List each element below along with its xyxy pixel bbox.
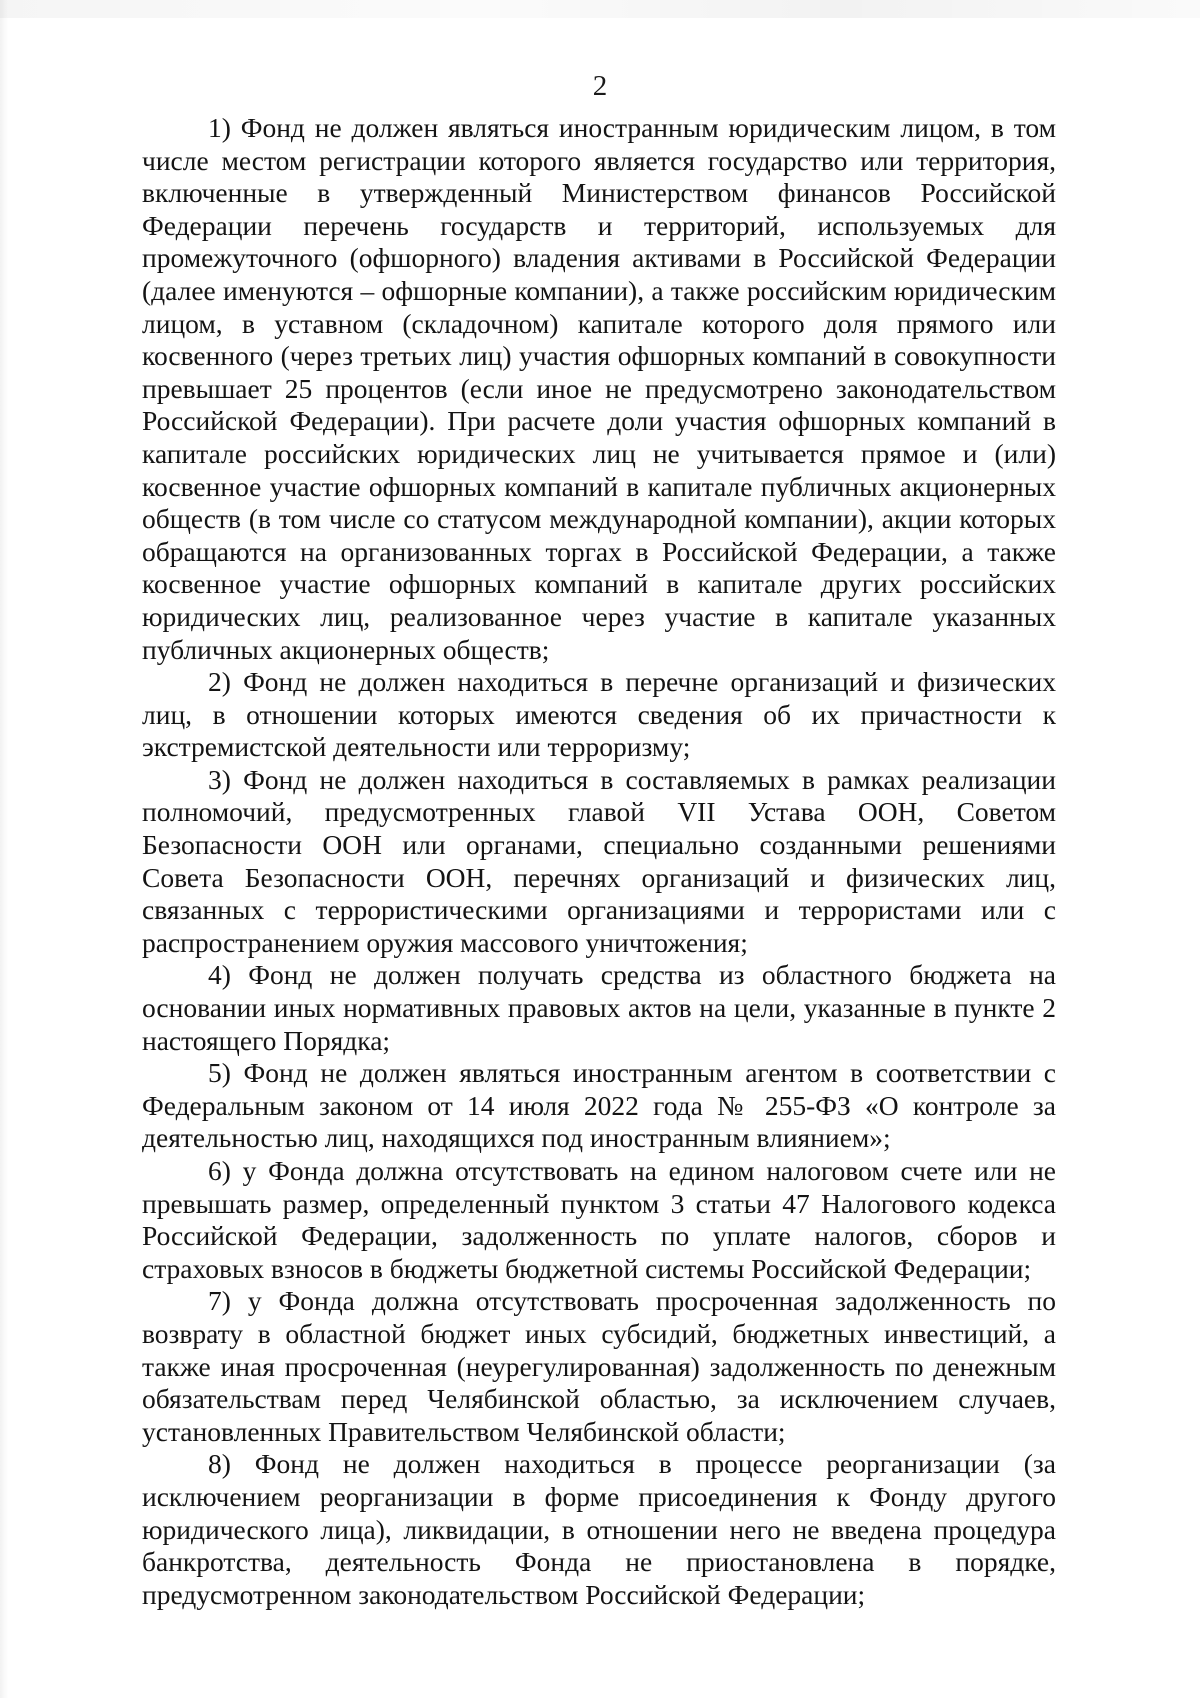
paragraph-item-7: 7) у Фонда должна отсутствовать просроченная задолженность по возврату в областной бюджет иных субсидий, бюджетных инвестиций, а также иная просроченная (неурегулированная) задолженность по денежным обязательствам перед Челябинской областью, за исключением случаев, установленных Правительством Челябинской области; [142,1285,1056,1447]
document-body [142,112,1056,1611]
paragraph-item-3: 3) Фонд не должен находиться в составляемых в рамках реализации полномочий, предусмотренных главой VII Устава ООН, Советом Безопасности ООН или органами, специально созданными решениями Совета Безопасности ООН, перечнях организаций и физических лиц, связанных с террористическими организациями и террористами или с распространением оружия массового уничтожения; [142,763,1056,958]
scan-noise-strip [0,0,1200,18]
paragraph-item-8: 8) Фонд не должен находиться в процессе реорганизации (за исключением реорганизации в форме присоединения к Фонду другого юридического лица), ликвидации, в отношении него не введена процедура банкротства, деятельность Фонда не приостановлена в порядке, предусмотренном законодательством Российской Федерации; [142,1448,1056,1610]
page-number: 2 [592,70,608,102]
paragraph-item-1: 1) Фонд не должен являться иностранным юридическим лицом, в том числе местом регистрации которого является государство или территория, включенные в утвержденный Министерством финансов Российской Федерации перечень государств и территорий, используемых для промежуточного (офшорного) владения активами в Российской Федерации (далее именуются – офшорные компании), а также российским юридическим лицом, в уставном (складочном) капитале которого доля прямого или косвенного (через третьих лиц) участия офшорных компаний в совокупности превышает 25 процентов (если иное не предусмотрено законодательством Российской Федерации). При расчете доли участия офшорных компаний в капитале российских юридических лиц не учитывается прямое и (или) косвенное участие офшорных компаний в капитале публичных акционерных обществ (в том числе со статусом международной компании), акции которых обращаются на организованных торгах в Российской Федерации, а также косвенное участие офшорных компаний в капитале других российских юридических лиц, реализованное через участие в капитале указанных публичных акционерных обществ; [142,112,1056,665]
paragraph-item-4: 4) Фонд не должен получать средства из областного бюджета на основании иных нормативных правовых актов на цели, указанные в пункте 2 настоящего Порядка; [142,959,1056,1056]
paragraph-item-2: 2) Фонд не должен находиться в перечне организаций и физических лиц, в отношении которых имеются сведения об их причастности к экстремистской деятельности или терроризму; [142,666,1056,763]
paragraph-item-6: 6) у Фонда должна отсутствовать на едином налоговом счете или не превышать размер, определенный пунктом 3 статьи 47 Налогового кодекса Российской Федерации, задолженность по уплате налогов, сборов и страховых взносов в бюджеты бюджетной системы Российской Федерации; [142,1155,1056,1284]
paragraph-item-5: 5) Фонд не должен являться иностранным агентом в соответствии с Федеральным законом от 14 июля 2022 года № 255-ФЗ «О контроле за деятельностью лиц, находящихся под иностранным влиянием»; [142,1057,1056,1154]
scan-edge-shadow [0,0,8,1698]
